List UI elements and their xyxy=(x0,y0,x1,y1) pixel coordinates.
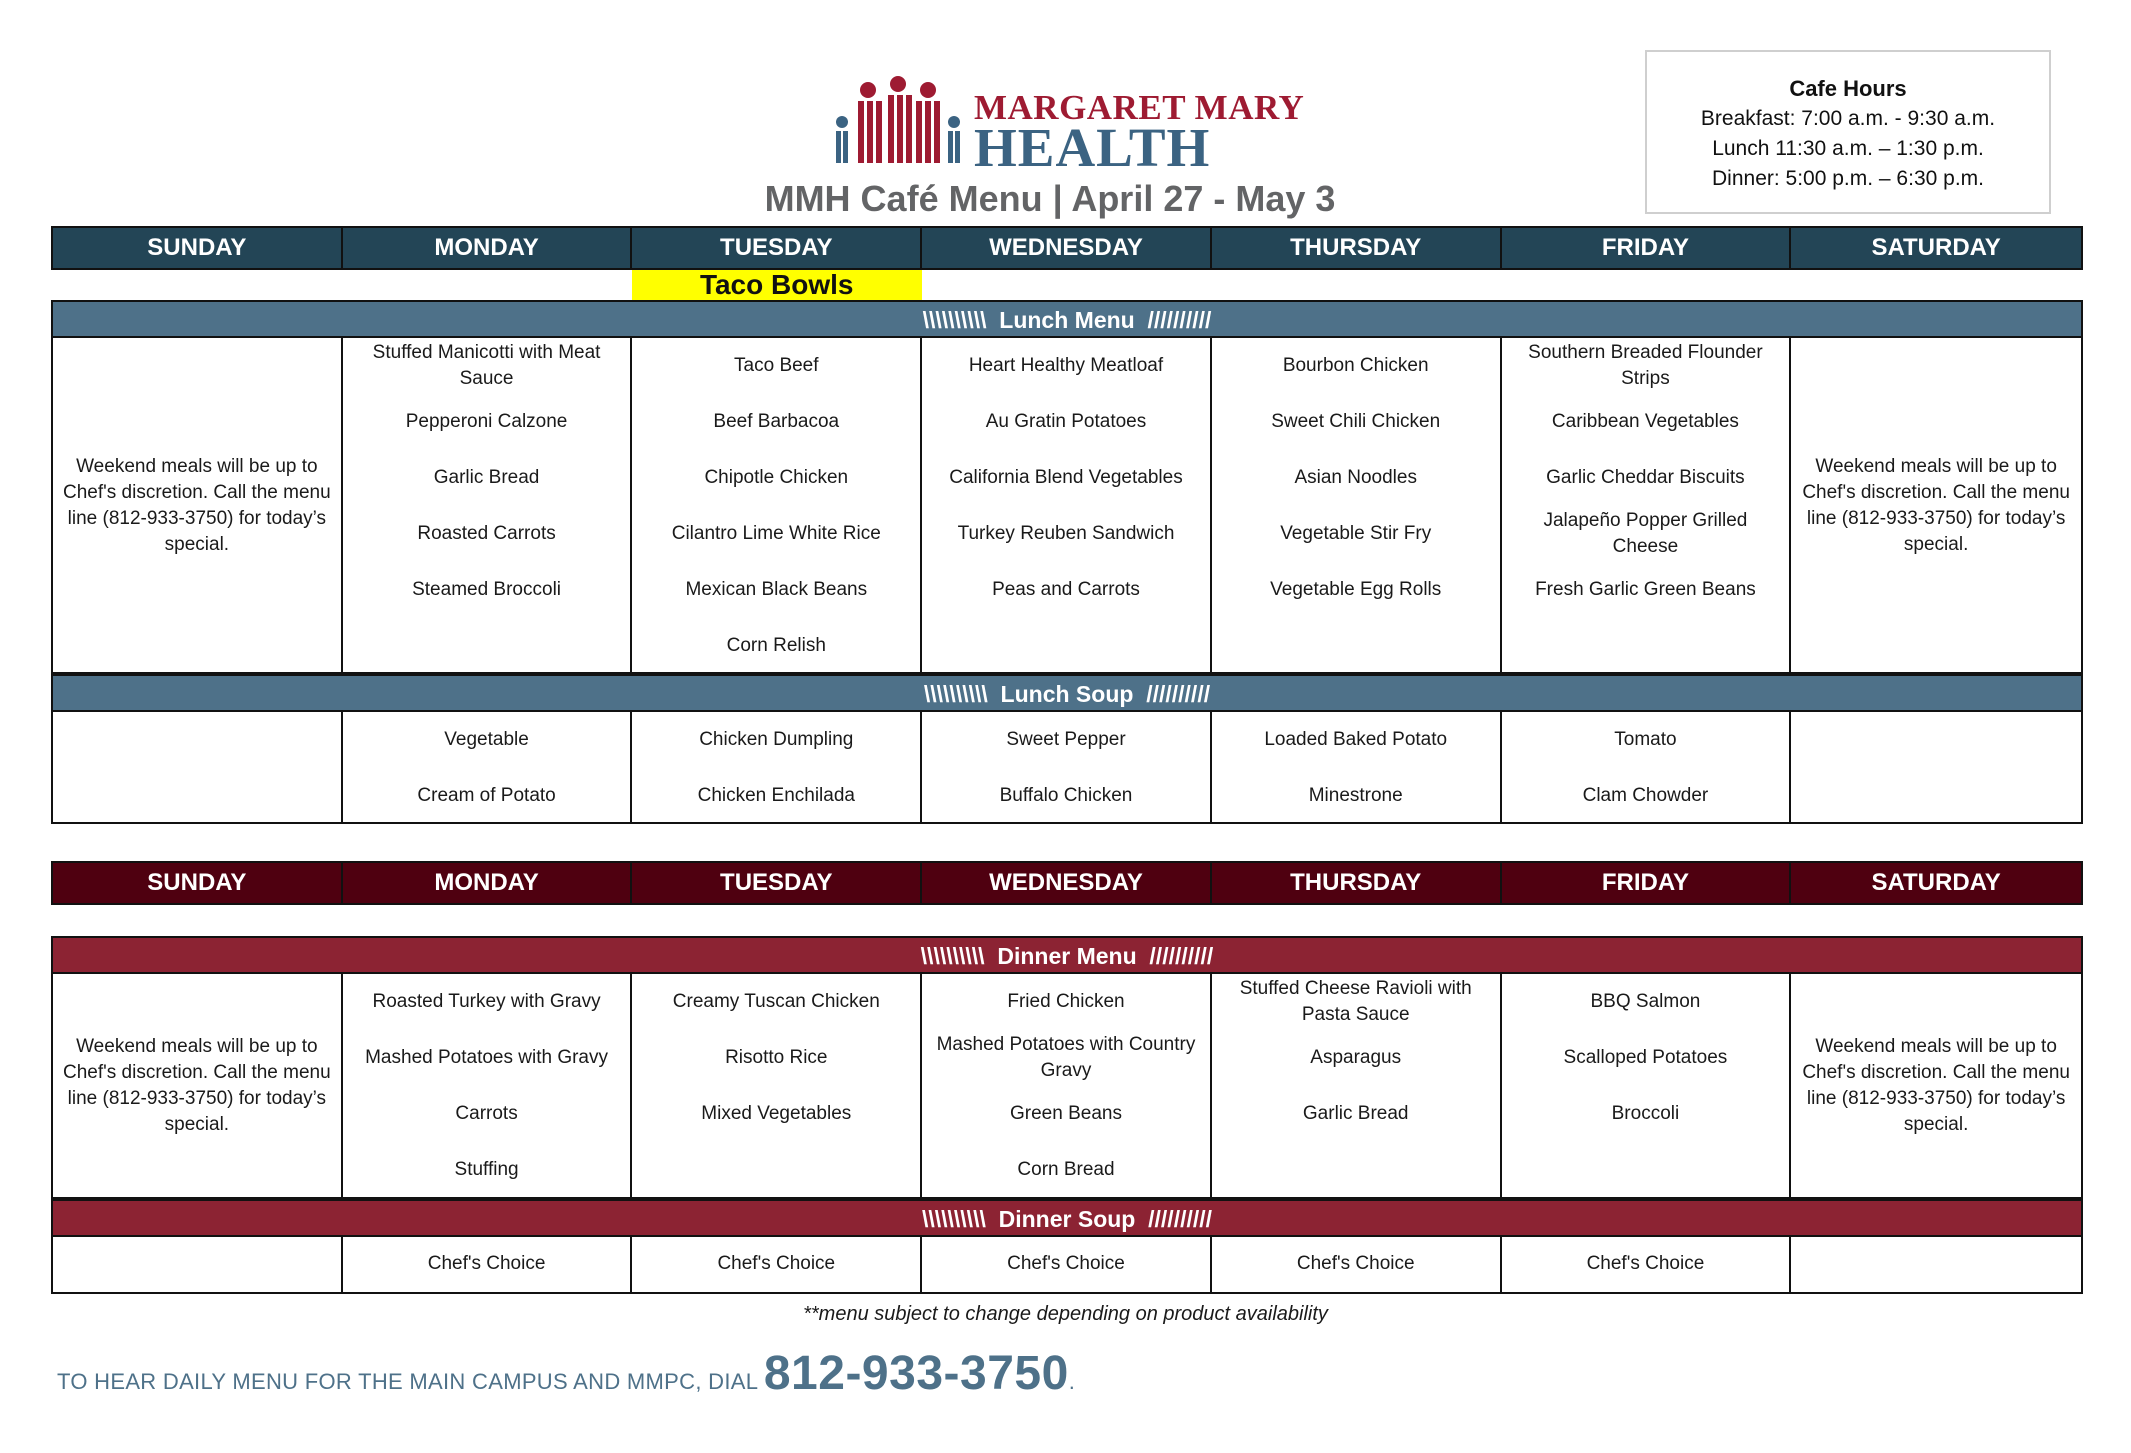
dinner-day-header-row xyxy=(51,861,2083,905)
dinner-hours: Dinner: 5:00 p.m. – 6:30 p.m. xyxy=(1712,167,1984,190)
availability-disclaimer: **menu subject to change depending on product availability xyxy=(803,1303,1328,1325)
lunch-hours: Lunch 11:30 a.m. – 1:30 p.m. xyxy=(1712,137,1984,160)
day-header-tuesday: TUESDAY xyxy=(632,863,922,903)
menu-item: BBQ Salmon xyxy=(1590,991,1701,1012)
day-header-tuesday: TUESDAY xyxy=(632,228,922,268)
dinner-soup-tuesday-cell xyxy=(632,1237,922,1292)
menu-item: Vegetable Egg Rolls xyxy=(1270,579,1442,600)
soup-thursday-cell xyxy=(1212,712,1502,824)
cafe-hours-box xyxy=(1645,50,2051,214)
menu-item: Mashed Potatoes with Gravy xyxy=(365,1047,608,1068)
cafe-hours-title: Cafe Hours xyxy=(1789,76,1907,101)
menu-item: Chipotle Chicken xyxy=(704,467,849,488)
menu-item: Corn Bread xyxy=(1017,1159,1115,1180)
dinner-wednesday-cell xyxy=(922,974,1212,1198)
people-logo-icon xyxy=(832,74,964,174)
menu-item: Au Gratin Potatoes xyxy=(985,411,1147,432)
lunch-sunday-cell xyxy=(53,338,343,674)
menu-item: California Blend Vegetables xyxy=(949,467,1183,488)
menu-item: Fresh Garlic Green Beans xyxy=(1535,579,1756,600)
logo-name-line1: MARGARET MARY xyxy=(974,88,1305,127)
dinner-soup-sunday-cell xyxy=(53,1237,343,1292)
menu-item: Scalloped Potatoes xyxy=(1563,1047,1728,1068)
menu-item: Carrots xyxy=(455,1103,518,1124)
soup-item: Clam Chowder xyxy=(1582,785,1709,806)
lunch-thursday-cell xyxy=(1212,338,1502,674)
menu-item: Heart Healthy Meatloaf xyxy=(968,355,1164,376)
lunch-menu-band: \\\\\\\\\\ Lunch Menu ////////// xyxy=(51,300,2083,338)
lunch-day-header-row xyxy=(51,226,2083,270)
menu-item: Peas and Carrots xyxy=(992,579,1140,600)
menu-item: Mashed Potatoes with Country Gravy xyxy=(936,1034,1196,1081)
menu-item: Steamed Broccoli xyxy=(412,579,562,600)
menu-item: Asparagus xyxy=(1310,1047,1402,1068)
lunch-saturday-cell xyxy=(1791,338,2081,674)
soup-item: Tomato xyxy=(1614,729,1677,750)
menu-phone-number: 812-933-3750 xyxy=(763,1347,1069,1400)
day-header-thursday: THURSDAY xyxy=(1212,228,1502,268)
menu-item: Pepperoni Calzone xyxy=(405,411,568,432)
lunch-tuesday-cell xyxy=(632,338,922,674)
hospital-logo xyxy=(832,74,1305,178)
dinner-monday-cell xyxy=(343,974,633,1198)
menu-item: Stuffing xyxy=(454,1159,519,1180)
dinner-tuesday-cell xyxy=(632,974,922,1198)
menu-item: Southern Breaded Flounder Strips xyxy=(1528,342,1763,389)
menu-item: Asian Noodles xyxy=(1294,467,1417,488)
soup-monday-cell xyxy=(343,712,633,824)
page-title: MMH Café Menu | April 27 - May 3 xyxy=(764,178,1336,219)
day-header-saturday: SATURDAY xyxy=(1791,228,2081,268)
dinner-soup-band: \\\\\\\\\\ Dinner Soup ////////// xyxy=(51,1199,2083,1237)
day-header-sunday: SUNDAY xyxy=(53,228,343,268)
dinner-day-header xyxy=(51,861,2083,905)
menu-item: Fried Chicken xyxy=(1007,991,1125,1012)
menu-item: Risotto Rice xyxy=(725,1047,828,1068)
dinner-friday-cell xyxy=(1502,974,1792,1198)
menu-item: Caribbean Vegetables xyxy=(1551,411,1739,432)
dial-line xyxy=(57,1346,1075,1401)
soup-item: Vegetable xyxy=(444,729,529,750)
dinner-sunday-cell xyxy=(53,974,343,1198)
special-row xyxy=(51,270,2083,300)
menu-item: Corn Relish xyxy=(726,635,826,656)
menu-item: Roasted Turkey with Gravy xyxy=(372,991,601,1012)
menu-item: Creamy Tuscan Chicken xyxy=(672,991,880,1012)
menu-item: Taco Beef xyxy=(734,355,819,376)
soup-item: Minestrone xyxy=(1308,785,1403,806)
menu-item: Garlic Bread xyxy=(1302,1103,1409,1124)
weekend-note: Weekend meals will be up to Chef's discretion. Call the menu line (812-933-3750) for today’s special. xyxy=(1802,456,2070,555)
breakfast-hours: Breakfast: 7:00 a.m. - 9:30 a.m. xyxy=(1700,107,1996,130)
dinner-menu-band: \\\\\\\\\\ Dinner Menu ////////// xyxy=(51,936,2083,974)
menu-item: Garlic Cheddar Biscuits xyxy=(1546,467,1745,488)
soup-item: Cream of Potato xyxy=(417,785,556,806)
menu-item: Sweet Chili Chicken xyxy=(1271,411,1441,432)
lunch-soup-band: \\\\\\\\\\ Lunch Soup ////////// xyxy=(51,674,2083,712)
menu-item: Mixed Vegetables xyxy=(701,1103,852,1124)
menu-item: Roasted Carrots xyxy=(417,523,556,544)
dinner-soup-monday-cell xyxy=(343,1237,633,1292)
menu-item: Stuffed Manicotti with Meat Sauce xyxy=(372,342,601,389)
dinner-soup-saturday-cell xyxy=(1791,1237,2081,1292)
dinner-soup-thursday-cell xyxy=(1212,1237,1502,1292)
soup-item: Buffalo Chicken xyxy=(999,785,1133,806)
dinner-soup-wednesday-cell xyxy=(922,1237,1212,1292)
menu-item: Jalapeño Popper Grilled Cheese xyxy=(1543,510,1748,557)
weekend-note: Weekend meals will be up to Chef's discretion. Call the menu line (812-933-3750) for today’s special. xyxy=(63,1036,331,1135)
dinner-thursday-cell xyxy=(1212,974,1502,1198)
soup-tuesday-cell xyxy=(632,712,922,824)
day-header-friday: FRIDAY xyxy=(1502,228,1792,268)
dinner-soup-friday-cell xyxy=(1502,1237,1792,1292)
soup-saturday-cell xyxy=(1791,712,2081,824)
soup-item: Chef's Choice xyxy=(1586,1252,1705,1274)
soup-item: Chicken Dumpling xyxy=(699,729,854,750)
day-header-sunday: SUNDAY xyxy=(53,863,343,903)
soup-item: Chef's Choice xyxy=(1296,1252,1415,1274)
day-header-saturday: SATURDAY xyxy=(1791,863,2081,903)
soup-item: Loaded Baked Potato xyxy=(1264,729,1448,750)
menu-item: Stuffed Cheese Ravioli with Pasta Sauce xyxy=(1239,978,1472,1025)
menu-item: Mexican Black Beans xyxy=(685,579,868,600)
day-header-friday: FRIDAY xyxy=(1502,863,1792,903)
soup-item: Chef's Choice xyxy=(1007,1252,1125,1274)
dinner-section xyxy=(51,936,2083,1294)
day-header-wednesday: WEDNESDAY xyxy=(922,228,1212,268)
logo-name-line2: HEALTH xyxy=(974,117,1211,178)
lunch-wednesday-cell xyxy=(922,338,1212,674)
dinner-saturday-cell xyxy=(1791,974,2081,1198)
lunch-soup-row xyxy=(51,712,2083,824)
soup-item: Sweet Pepper xyxy=(1006,729,1126,750)
soup-item: Chef's Choice xyxy=(717,1252,836,1274)
weekend-note: Weekend meals will be up to Chef's discretion. Call the menu line (812-933-3750) for today’s special. xyxy=(63,456,331,555)
menu-item: Bourbon Chicken xyxy=(1282,355,1429,376)
lunch-friday-cell xyxy=(1502,338,1792,674)
day-header-thursday: THURSDAY xyxy=(1212,863,1502,903)
lunch-section xyxy=(51,226,2083,824)
menu-item: Broccoli xyxy=(1611,1103,1680,1124)
dial-text: TO HEAR DAILY MENU FOR THE MAIN CAMPUS AND MMPC, DIAL xyxy=(57,1369,764,1394)
dinner-soup-row xyxy=(51,1237,2083,1294)
soup-item: Chicken Enchilada xyxy=(697,785,855,806)
day-header-monday: MONDAY xyxy=(343,863,633,903)
menu-item: Green Beans xyxy=(1010,1103,1122,1124)
dinner-menu-row xyxy=(51,974,2083,1199)
soup-wednesday-cell xyxy=(922,712,1212,824)
menu-item: Garlic Bread xyxy=(433,467,540,488)
day-header-monday: MONDAY xyxy=(343,228,633,268)
soup-sunday-cell xyxy=(53,712,343,824)
menu-item: Vegetable Stir Fry xyxy=(1280,523,1432,544)
dial-period: . xyxy=(1068,1369,1075,1394)
weekend-note: Weekend meals will be up to Chef's discretion. Call the menu line (812-933-3750) for today’s special. xyxy=(1802,1036,2070,1135)
lunch-menu-row xyxy=(51,338,2083,674)
menu-item: Beef Barbacoa xyxy=(713,411,840,432)
tuesday-special-badge: Taco Bowls xyxy=(632,270,922,300)
menu-item: Cilantro Lime White Rice xyxy=(671,523,881,544)
soup-friday-cell xyxy=(1502,712,1792,824)
soup-item: Chef's Choice xyxy=(427,1252,546,1274)
day-header-wednesday: WEDNESDAY xyxy=(922,863,1212,903)
menu-item: Turkey Reuben Sandwich xyxy=(957,523,1175,544)
lunch-monday-cell xyxy=(343,338,633,674)
